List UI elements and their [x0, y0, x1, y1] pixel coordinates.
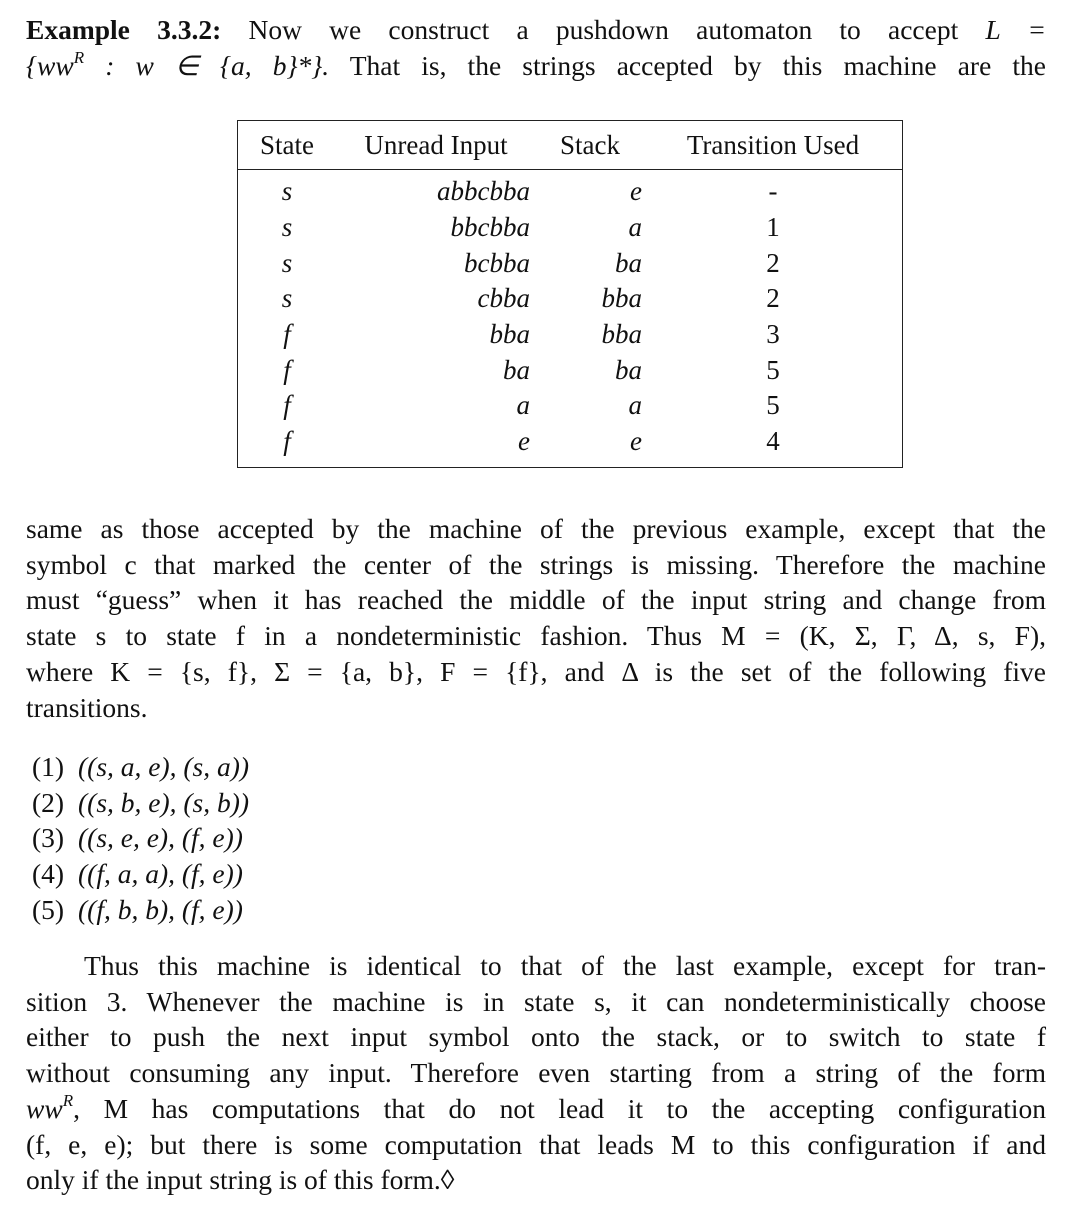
- header-stack: Stack: [560, 129, 620, 160]
- closing-line: sition 3. Whenever the machine is in state s, it can nondeterministically choose: [26, 985, 1046, 1017]
- transition-cell-text: 2: [766, 283, 780, 314]
- state-cell: [238, 317, 336, 353]
- closing-line-5: [26, 1091, 1046, 1127]
- stack-cell-text: a: [628, 212, 642, 243]
- computation-table-grid: [238, 121, 902, 460]
- unread-input-cell-text: bbcbba: [450, 212, 530, 243]
- table-row: [238, 245, 902, 281]
- transition-rule: ((f, b, b), (f, e)): [78, 893, 243, 925]
- transition-number: (2): [32, 786, 65, 818]
- stack-cell: [536, 245, 644, 281]
- intro-math-1: L =: [985, 14, 1047, 45]
- stack-cell: [536, 388, 644, 424]
- state-cell-text: s: [281, 212, 293, 243]
- unread-input-cell-text: ba: [503, 354, 530, 385]
- state-cell-text: f: [283, 390, 291, 421]
- transition-cell-text: 3: [766, 319, 780, 350]
- unread-input-cell-text: a: [516, 390, 530, 421]
- transition-cell-text: 2: [766, 247, 780, 278]
- transition-cell-text: 4: [766, 426, 780, 457]
- stack-cell-text: e: [630, 176, 642, 207]
- unread-input-cell-text: bba: [489, 319, 530, 350]
- state-cell-text: s: [281, 283, 293, 314]
- unread-input-cell: [336, 169, 536, 210]
- language-set-open: {ww: [26, 49, 74, 81]
- stack-cell: [536, 317, 644, 353]
- transition-item: [32, 820, 249, 856]
- transition-cell: [644, 210, 902, 246]
- table-row: [238, 352, 902, 388]
- reverse-superscript: R: [73, 47, 85, 67]
- stack-cell: [536, 210, 644, 246]
- unread-input-cell-text: e: [518, 426, 530, 457]
- table-header-row: [238, 121, 902, 169]
- unread-input-cell: [336, 317, 536, 353]
- state-cell: [238, 210, 336, 246]
- language-set-rest: : w ∈ {a, b}*}.: [84, 49, 330, 81]
- intro-text-1: Now we construct a pushdown automaton to accept: [248, 14, 959, 45]
- unread-input-cell: [336, 210, 536, 246]
- unread-input-cell: [336, 245, 536, 281]
- transition-cell: [644, 245, 902, 281]
- transition-item: [32, 856, 249, 892]
- transition-cell: [644, 388, 902, 424]
- table-row: [238, 281, 902, 317]
- state-cell: [238, 281, 336, 317]
- wwr-base: ww: [26, 1092, 63, 1124]
- state-cell-text: f: [283, 319, 291, 350]
- unread-input-cell: [336, 424, 536, 460]
- unread-input-cell-text: bcbba: [464, 247, 530, 278]
- closing-line: either to push the next input symbol onto the stack, or to switch to state f: [26, 1021, 1046, 1053]
- transition-item: [32, 785, 249, 821]
- unread-input-cell-text: abbcbba: [437, 176, 530, 207]
- body-line: must “guess” when it has reached the middle of the input string and change from: [26, 584, 1046, 616]
- body-line: state s to state f in a nondeterministic fashion. Thus M = (K, Σ, Γ, Δ, s, F),: [26, 620, 1046, 652]
- stack-cell: [536, 281, 644, 317]
- closing-line: without consuming any input. Therefore even starting from a string of the form: [26, 1057, 1046, 1089]
- stack-cell: [536, 352, 644, 388]
- transition-rule: ((s, b, e), (s, b)): [78, 786, 250, 818]
- body-line: transitions.: [26, 691, 148, 723]
- transition-cell: [644, 424, 902, 460]
- closing-line-5-rest: , M has computations that do not lead it to the accepting configuration: [73, 1092, 1046, 1124]
- stack-cell: [536, 169, 644, 210]
- closing-paragraph: [26, 948, 1046, 1198]
- closing-final-text: only if the input string is of this form.: [26, 1164, 441, 1196]
- state-cell: [238, 352, 336, 388]
- table-body: [238, 169, 902, 460]
- transition-item: [32, 749, 249, 785]
- table-row: [238, 317, 902, 353]
- header-transition-used: Transition Used: [686, 129, 860, 160]
- table-row: [238, 424, 902, 460]
- transition-cell: [644, 169, 902, 210]
- transition-number: (3): [32, 822, 65, 854]
- state-cell-text: f: [283, 354, 291, 385]
- transition-list: [32, 749, 249, 927]
- transition-rule: ((f, a, a), (f, e)): [78, 858, 243, 890]
- computation-table: [237, 120, 903, 468]
- transition-cell: [644, 352, 902, 388]
- stack-cell-text: a: [628, 390, 642, 421]
- transition-number: (1): [32, 751, 65, 782]
- stack-cell-text: bba: [601, 283, 642, 314]
- table-row: [238, 388, 902, 424]
- stack-cell-text: ba: [615, 247, 642, 278]
- body-paragraph: [26, 511, 1046, 725]
- transition-cell: [644, 317, 902, 353]
- transition-cell-text: -: [768, 176, 778, 207]
- stack-cell-text: ba: [615, 354, 642, 385]
- state-cell: [238, 169, 336, 210]
- body-line: symbol c that marked the center of the strings is missing. Therefore the machine: [26, 548, 1046, 580]
- transition-cell-text: 5: [766, 354, 780, 385]
- state-cell-text: f: [283, 426, 291, 457]
- unread-input-cell: [336, 281, 536, 317]
- table-row: [238, 210, 902, 246]
- example-label: Example 3.3.2:: [26, 14, 222, 45]
- transition-cell: [644, 281, 902, 317]
- transition-number: (5): [32, 893, 65, 925]
- unread-input-cell: [336, 352, 536, 388]
- stack-cell-text: e: [630, 426, 642, 457]
- unread-input-cell-text: cbba: [477, 283, 530, 314]
- wwr-superscript: R: [62, 1090, 74, 1110]
- intro-text-2: That is, the strings accepted by this machine are the: [349, 49, 1046, 81]
- end-of-example-diamond-icon: ◊: [440, 1164, 455, 1196]
- state-cell: [238, 388, 336, 424]
- intro-line-2: [26, 48, 1046, 84]
- header-state: State: [260, 129, 314, 160]
- stack-cell: [536, 424, 644, 460]
- intro-line-1: [26, 12, 1046, 48]
- header-unread-input: Unread Input: [364, 129, 508, 160]
- transition-item: [32, 892, 249, 928]
- transition-cell-text: 5: [766, 390, 780, 421]
- state-cell: [238, 245, 336, 281]
- unread-input-cell: [336, 388, 536, 424]
- closing-line: Thus this machine is identical to that of the last example, except for tran-: [84, 950, 1046, 981]
- state-cell-text: s: [281, 247, 293, 278]
- body-line: same as those accepted by the machine of the previous example, except that the: [26, 513, 1046, 544]
- stack-cell-text: bba: [601, 319, 642, 350]
- transition-number: (4): [32, 858, 65, 890]
- closing-line-7: [26, 1162, 1046, 1198]
- state-cell: [238, 424, 336, 460]
- transition-rule: ((s, e, e), (f, e)): [78, 822, 243, 854]
- state-cell-text: s: [281, 176, 293, 207]
- body-line: where K = {s, f}, Σ = {a, b}, F = {f}, and Δ is the set of the following five: [26, 655, 1046, 687]
- closing-line: (f, e, e); but there is some computation that leads M to this configuration if and: [26, 1128, 1046, 1160]
- transition-rule: ((s, a, e), (s, a)): [78, 751, 250, 782]
- table-row: [238, 169, 902, 210]
- transition-cell-text: 1: [766, 212, 780, 243]
- example-intro: [26, 12, 1046, 83]
